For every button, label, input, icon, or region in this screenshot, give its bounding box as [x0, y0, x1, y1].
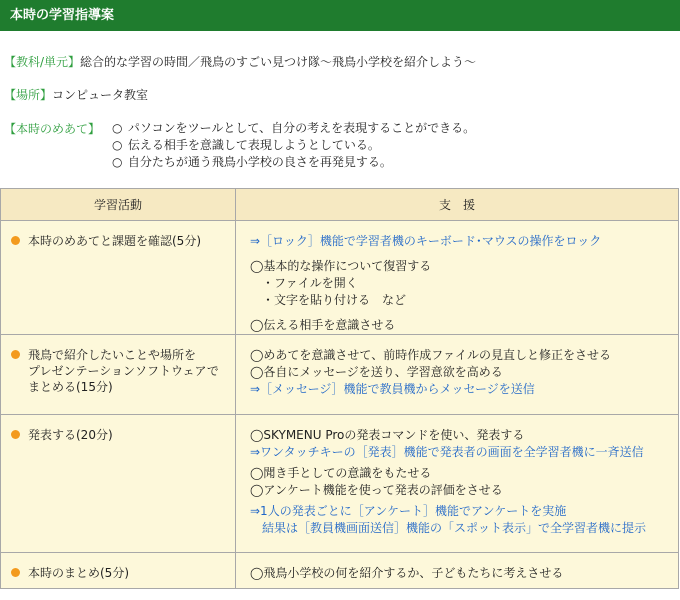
support-line: ・ファイルを開く	[262, 276, 358, 290]
goals-label: 【本時のめあて】	[4, 122, 101, 136]
activity-text	[28, 565, 129, 581]
support-line: ◯各自にメッセージを送り、学習意欲を高める	[250, 365, 503, 379]
circle-bullet-icon: ○	[112, 138, 123, 152]
lesson-plan-table	[0, 188, 679, 589]
table-row	[1, 553, 679, 589]
goal-item: ○ 伝える相手を意識して表現しようとしている。	[112, 138, 380, 152]
place-text: コンピュータ教室	[52, 88, 149, 102]
activity-text	[28, 233, 201, 249]
activity-cell	[1, 415, 236, 553]
activity-text-line: 本時のめあてと課題を確認(5分)	[28, 234, 201, 248]
activity-line	[11, 565, 229, 581]
orange-bullet-icon	[11, 350, 20, 359]
support-function-line: ⇒1人の発表ごとに［アンケート］機能でアンケートを実施	[250, 504, 567, 518]
support-function-line: ⇒［ロック］機能で学習者機のキーボード･マウスの操作をロック	[250, 234, 602, 248]
activity-text	[28, 427, 113, 443]
support-cell	[236, 553, 679, 589]
activity-cell	[1, 553, 236, 589]
place-label: 【場所】	[4, 88, 53, 102]
page-title: 本時の学習指導案	[0, 0, 680, 31]
activity-text	[28, 347, 219, 395]
activity-text-line: 本時のまとめ(5分)	[28, 566, 129, 580]
goal-item: ○ 自分たちが通う飛鳥小学校の良さを再発見する。	[112, 155, 392, 169]
place-row	[4, 86, 148, 103]
support-function-line: ⇒ワンタッチキーの［発表］機能で発表者の画面を全学習者機に一斉送信	[250, 445, 644, 459]
activity-text-line: 飛鳥で紹介したいことや場所を	[28, 348, 197, 362]
table-row	[1, 335, 679, 415]
lesson-info	[0, 31, 680, 188]
activity-line	[11, 347, 229, 395]
activity-text-line: プレゼンテーションソフトウェアで	[28, 364, 219, 378]
support-line: ◯聞き手としての意識をもたせる	[250, 466, 432, 480]
table-header-row	[1, 189, 679, 221]
activity-line	[11, 427, 229, 443]
support-line: ◯アンケート機能を使って発表の評価をさせる	[250, 483, 503, 497]
table-body	[1, 221, 679, 589]
circle-bullet-icon: ○	[112, 155, 123, 169]
support-cell	[236, 221, 679, 335]
activity-cell	[1, 335, 236, 415]
table-row	[1, 221, 679, 335]
activity-text-line: 発表する(20分)	[28, 428, 113, 442]
header-activity: 学習活動	[1, 189, 236, 221]
support-line: ◯飛鳥小学校の何を紹介するか、子どもたちに考えさせる	[250, 566, 564, 580]
activity-cell	[1, 221, 236, 335]
support-cell	[236, 335, 679, 415]
support-function-line: 結果は［教員機画面送信］機能の「スポット表示」で全学習者機に提示	[262, 521, 647, 535]
goal-item: ○ パソコンをツールとして、自分の考えを表現することができる。	[112, 121, 476, 135]
orange-bullet-icon	[11, 430, 20, 439]
support-function-line: ⇒［メッセージ］機能で教員機からメッセージを送信	[250, 382, 535, 396]
spacer	[250, 309, 670, 317]
activity-line	[11, 233, 229, 249]
support-line: ◯基本的な操作について復習する	[250, 259, 432, 273]
activity-text-line: まとめる(15分)	[28, 380, 113, 394]
orange-bullet-icon	[11, 236, 20, 245]
support-line: ◯SKYMENU Proの発表コマンドを使い、発表する	[250, 428, 525, 442]
subject-text: 総合的な学習の時間／飛鳥のすごい見つけ隊〜飛鳥小学校を紹介しよう〜	[80, 55, 477, 69]
support-line: ◯めあてを意識させて、前時作成ファイルの見直しと修正をさせる	[250, 348, 611, 362]
header-support: 支 援	[236, 189, 679, 221]
spacer	[250, 250, 670, 258]
circle-bullet-icon: ○	[112, 121, 123, 135]
orange-bullet-icon	[11, 568, 20, 577]
support-line: ・文字を貼り付ける など	[262, 293, 407, 307]
support-cell	[236, 415, 679, 553]
table-row	[1, 415, 679, 553]
subject-label: 【教科/単元】	[4, 55, 81, 69]
support-line: ◯伝える相手を意識させる	[250, 318, 396, 332]
goals-list	[112, 120, 475, 171]
subject-row	[4, 53, 476, 70]
